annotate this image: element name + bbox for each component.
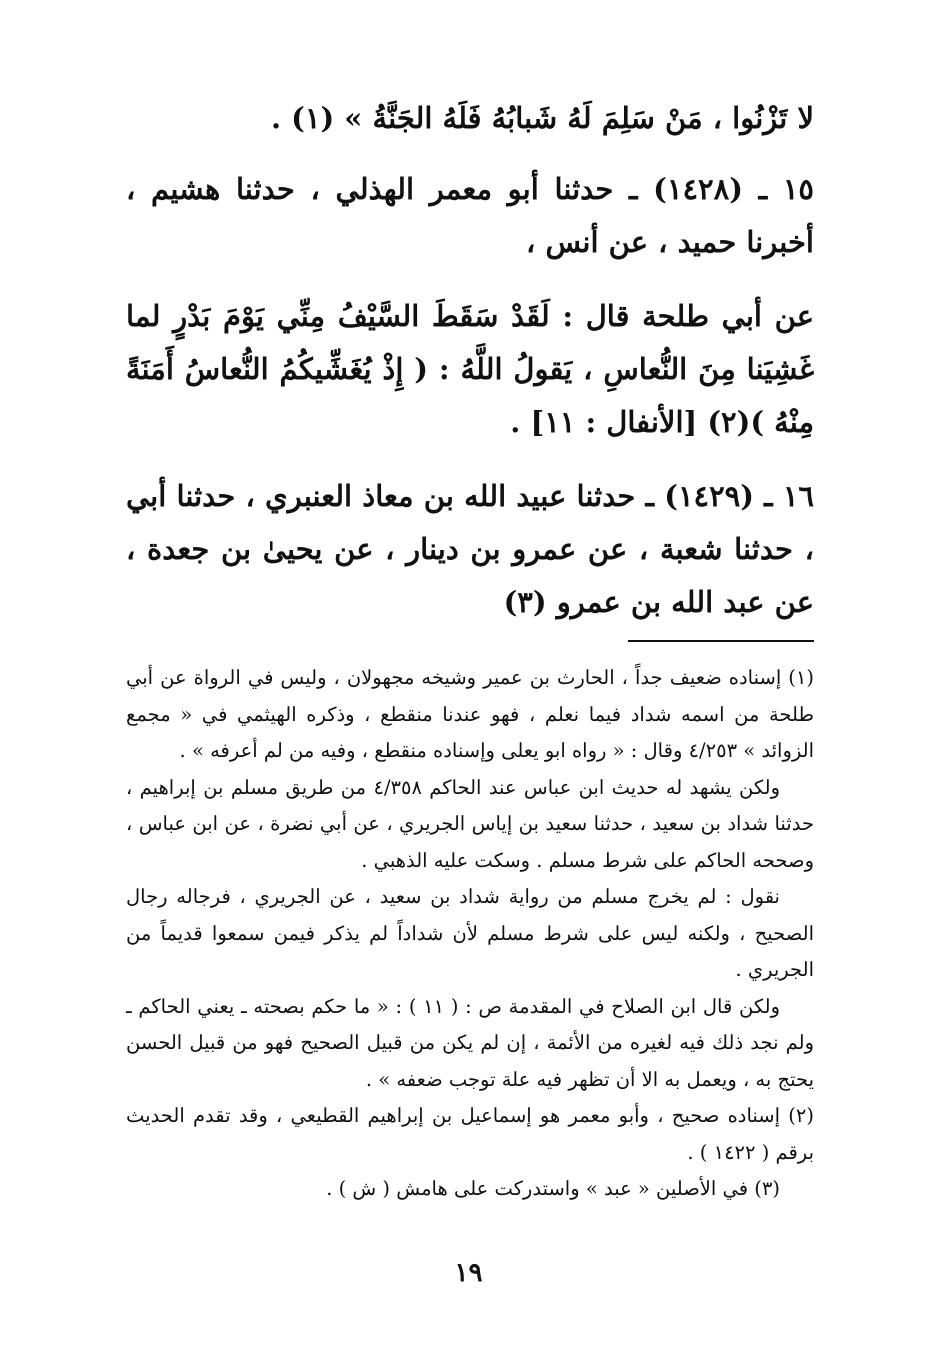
footnote-2: (٢) إسناده صحيح ، وأبو معمر هو إسماعيل بن إبراهيم القطيعي ، وقد تقدم الحديث برقم ( ١٤٢٢ ) . xyxy=(126,1104,814,1164)
page-number: ١٩ xyxy=(454,1258,483,1288)
footnote-1-cont-3: ولكن قال ابن الصلاح في المقدمة ص : ( ١١ ) : « ما حكم بصحته ـ يعني الحاكم ـ ولم نجد ذلك فيه لغيره من الأئمة ، إن لم يكن من قبيل الصحيح فهو من قبيل الحسن يحتج به ، ويعمل به الا أن تظهر فيه علة توجب ضعفه » . xyxy=(126,994,814,1091)
footnote-separator xyxy=(628,640,814,642)
footnotes xyxy=(126,660,814,1208)
footnote-1-cont-1: ولكن يشهد له حديث ابن عباس عند الحاكم ٤/٣٥٨ من طريق مسلم بن إبراهيم ، حدثنا شداد بن سعيد ، حدثنا سعيد بن إياس الجريري ، عن أبي نضرة ، عن ابن عباس ، وصححه الحاكم على شرط مسلم . وسكت عليه الذهبي . xyxy=(126,775,814,872)
footnote-3: (٣) في الأصلين « عبد » واستدركت على هامش ( ش ) . xyxy=(326,1177,780,1200)
hadith-1428: ١٥ ـ (١٤٢٨) ـ حدثنا أبو معمر الهذلي ، حدثنا هشيم ، أخبرنا حميد ، عن أنس ، xyxy=(126,172,814,259)
hadith-1429: ١٦ ـ (١٤٢٩) ـ حدثنا عبيد الله بن معاذ العنبري ، حدثنا أبي ، حدثنا شعبة ، عن عمرو بن دينار ، عن يحيىٰ بن جعدة ، عن عبد الله بن عمرو (٣) xyxy=(126,479,814,619)
footnote-1-cont-2: نقول : لم يخرج مسلم من رواية شداد بن سعيد ، عن الجريري ، فرجاله رجال الصحيح ، ولكنه ليس على شرط مسلم لأن شداداً لم يذكر فيمن سمعوا قديماً من الجريري . xyxy=(126,885,814,981)
hadith-1428-text: عن أبي طلحة قال : لَقَدْ سَقَطَ السَّيْفُ مِنِّي يَوْمَ بَدْرٍ لما غَشِيَنا مِنَ النُّعاسِ ، يَقولُ اللَّهُ : ( إِذْ يُغَشِّيكُمُ النُّعاسُ أَمَنَةً مِنْهُ )(٢) [الأنفال : ١١] . xyxy=(126,299,814,439)
footnote-1: (١) إسناده ضعيف جداً ، الحارث بن عمير وشيخه مجهولان ، وليس في الرواة عن أبي طلحة من اسمه شداد فيما نعلم ، فهو عندنا منقطع ، وذكره الهيثمي في « مجمع الزوائد » ٤/٢٥٣ وقال : « رواه ابو يعلى وإسناده منقطع ، وفيه من لم أعرفه » . xyxy=(126,666,814,762)
paragraph-1: لا تَزْنُوا ، مَنْ سَلِمَ لَهُ شَبابُهُ فَلَهُ الجَنَّةُ » (١) . xyxy=(270,101,814,135)
main-text xyxy=(126,92,814,650)
